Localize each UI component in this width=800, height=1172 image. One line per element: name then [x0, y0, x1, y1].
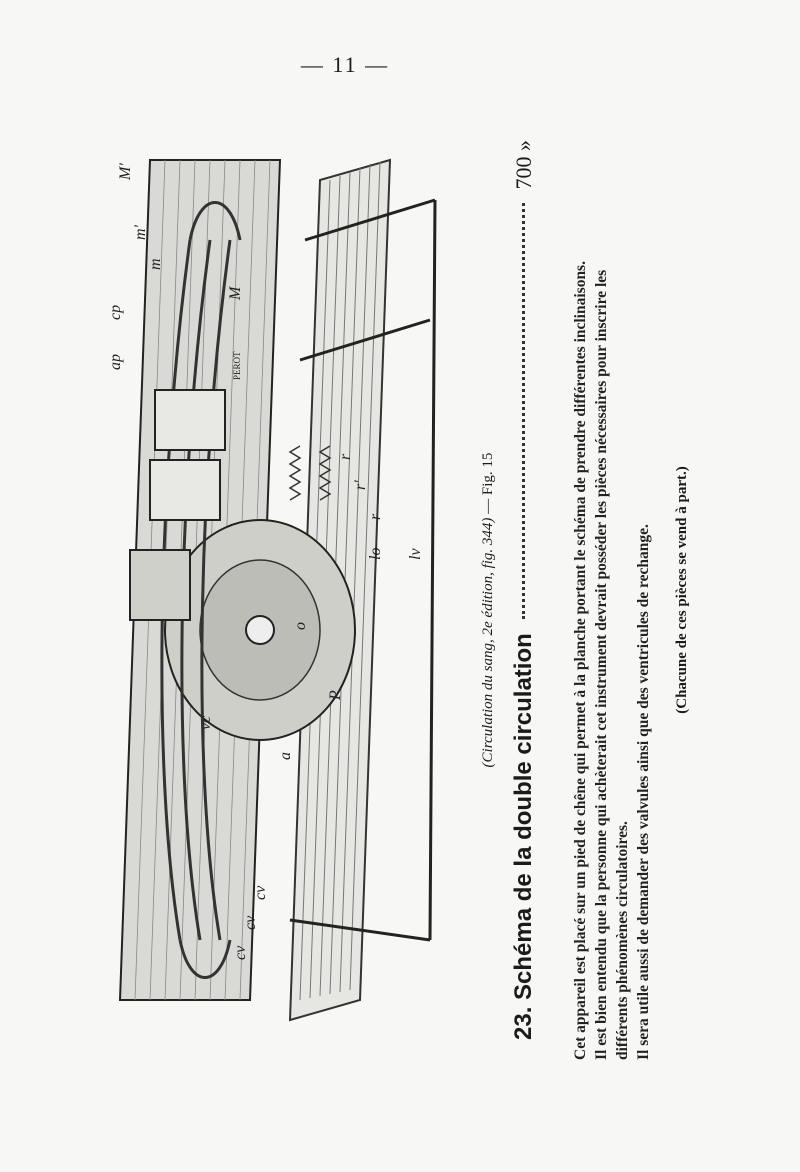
label-M: M [227, 286, 244, 300]
label-o: o [292, 622, 309, 630]
section-title: 23. Schéma de la double circulation [510, 633, 537, 1040]
caption-source: (Circulation du sang, 2e édition, fig. 344) [480, 517, 496, 768]
label-perot: PEROT [232, 351, 242, 380]
label-r2: r [367, 513, 384, 520]
label-lo: lo [367, 547, 384, 560]
label-cp: cp [107, 304, 124, 320]
body-line-3: différents phénomènes circulatoires. [614, 821, 631, 1060]
page-number: — 11 — [300, 52, 390, 77]
body-line-1: Cet appareil est placé sur un pied de chêne qui permet à la planche portant le schéma de prendre différentes inclinaisons. [572, 261, 589, 1060]
label-vc: vc [197, 715, 214, 730]
apparatus-illustration [90, 140, 470, 1060]
label-lv: lv [407, 548, 424, 560]
label-cv-3: cv [232, 945, 249, 960]
label-P: P [327, 690, 344, 700]
section-heading-row [510, 140, 554, 1040]
body-line-2: Il est bien entendu que la personne qui achèterait cet instrument devrait posséder les pièces nécessaires pour inscrire les [593, 269, 610, 1060]
label-m-prime: m' [132, 225, 149, 240]
label-cv-2: cv [242, 915, 259, 930]
parts-note: (Chacune de ces pièces se vend à part.) [674, 466, 690, 714]
caption-figure-number: — Fig. 15 [480, 452, 496, 514]
label-a: a [277, 752, 294, 760]
label-r-prime: r' [352, 480, 369, 490]
section-price: 700 » [511, 140, 536, 190]
label-M-prime: M' [117, 163, 134, 180]
body-line-4: Il sera utile aussi de demander des valvules ainsi que des ventricules de rechange. [635, 524, 652, 1060]
figure-caption [480, 260, 497, 960]
label-cv-1: cv [252, 885, 269, 900]
rotated-page-content [70, 100, 730, 1100]
apparatus-engraving [90, 140, 470, 1060]
body-text [570, 100, 654, 1060]
label-r: r [337, 453, 354, 460]
label-m: m [147, 258, 164, 270]
label-ap: ap [107, 354, 124, 370]
dot-leader [522, 204, 525, 620]
